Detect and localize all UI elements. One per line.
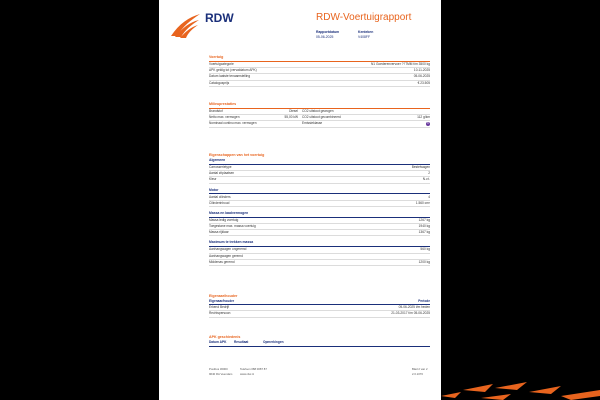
emission-class-badge: 6 [427, 121, 429, 125]
cell: CO2 uitstoot gewogen [298, 109, 362, 115]
row-value: 2 [428, 171, 430, 176]
report-date-label: Rapportdatum [316, 30, 340, 34]
cell: Brandstof [209, 109, 257, 115]
section-title: APK geschiedenis [209, 335, 241, 339]
rdw-wing-logo-icon [169, 12, 201, 38]
row-value: 1.560 cm³ [415, 200, 430, 205]
column-header: Periode [418, 299, 430, 303]
cell: Diesel [257, 109, 298, 115]
subsection-title: Massa en laadvermogen [209, 210, 249, 215]
row-value: 05-06-2025 [413, 74, 430, 79]
cell [257, 121, 298, 127]
rdw-wing-stripes-icon [441, 380, 600, 400]
row-label: Voertuigcategorie [209, 61, 234, 66]
footer-line: 2.0.1076 [412, 372, 423, 376]
vehicle-section [209, 55, 430, 87]
row-value: 1267 kg [418, 217, 430, 222]
row-value: Bestelwagen [411, 164, 430, 169]
report-date-value: 05-06-2025 [316, 35, 334, 39]
row-value: 560 kg [420, 247, 430, 252]
report-date [316, 30, 339, 40]
row-label: APK geldig tot (vervaldatum APK) [209, 68, 257, 73]
license-plate-label: Kenteken [358, 30, 374, 34]
license-plate-value: V408FF [358, 35, 371, 39]
license-plate [358, 30, 373, 40]
table-row [209, 260, 430, 266]
column-header: Resultaat [234, 340, 249, 344]
footer-line: www.rdw.nl [240, 372, 254, 376]
row-label: Aantal cilinders [209, 194, 231, 199]
column-header: Opmerkingen [263, 340, 284, 344]
row-value: 1940 kg [418, 224, 430, 229]
section-title: Milieuprestaties [209, 102, 237, 106]
row-value: 21-03-2017 t/m 05-06-2025 [391, 311, 430, 316]
row-value: € 23.505 [417, 80, 430, 85]
cell: Netto max. vermogen [209, 115, 257, 121]
table-row [209, 311, 430, 317]
row-value: 10-11-2025 [413, 68, 430, 73]
row-label: Carrosserietype [209, 164, 232, 169]
section-title: Eigenschappen van het voertuig [209, 153, 265, 157]
document-title: RDW-Voertuigrapport [316, 12, 412, 23]
cell: 55,00 kW [257, 115, 298, 121]
row-label: Erkend Bedrijf [209, 305, 230, 310]
footer-line: Postbus 30000 [209, 367, 228, 371]
row-value: 1367 kg [418, 230, 430, 235]
row-label: Aanhangwagen ongeremd [209, 247, 247, 252]
apk-table-header [209, 340, 430, 345]
footer-page-info [412, 367, 428, 377]
row-label: Aanhangwagen geremd [209, 253, 243, 258]
footer-line: Telefoon 088 0087 87 [240, 367, 267, 371]
footer-contact [240, 367, 267, 377]
row-label: Massa ledig voertuig [209, 217, 239, 222]
row-label: Datum laatste tenaamstelling [209, 74, 251, 79]
row-value: 05-06-2025 t/m heden [398, 305, 430, 310]
specs-section [209, 153, 430, 266]
section-title: Voertuig [209, 55, 224, 59]
cell: Emissieklasse [298, 121, 362, 127]
subsection-title: Motor [209, 187, 219, 192]
environment-grid [209, 109, 430, 128]
divider [209, 346, 430, 347]
row-value: N1 Goederenvervoer ??TMM t/m 3500 kg [371, 61, 430, 66]
column-header: Eigenaar/houder [209, 299, 235, 303]
row-label: Middenas geremd [209, 259, 235, 264]
row-value: N.v.t. [422, 177, 430, 182]
footer-line: Blad 2 van 2 [412, 367, 428, 371]
row-label: Massa rijklaar [209, 230, 229, 235]
row-label: Cilinderinhoud [209, 200, 230, 205]
row-label: Catalogusprijs [209, 80, 230, 85]
cell: 112 g/km [362, 115, 430, 121]
subsection-title: Maximum te trekken massa [209, 240, 254, 245]
footer-line: 9640 RA Veendam [209, 372, 233, 376]
apk-section [209, 335, 430, 347]
owner-section [209, 294, 430, 318]
cell: CO2 uitstoot gecombineerd [298, 115, 362, 121]
footer-address [209, 367, 232, 377]
cell [362, 121, 430, 127]
subsection-title: Algemeen [209, 158, 226, 162]
row-label: Aantal zitplaatsen [209, 171, 235, 176]
report-page [159, 0, 441, 400]
cell: Nominaal continu max. vermogen [209, 121, 257, 127]
row-label: Kleur [209, 177, 217, 182]
table-row [209, 81, 430, 87]
row-value: 1200 kg [418, 259, 430, 264]
row-label: Toegestane max. massa voertuig [209, 224, 256, 229]
column-header: Datum APK [209, 340, 227, 344]
row-label: Rechtspersoon [209, 311, 231, 316]
environment-section [209, 102, 430, 128]
row-value: 4 [428, 194, 430, 199]
brand-name: RDW [205, 11, 234, 25]
section-title: Eigenaar/houder [209, 294, 238, 298]
